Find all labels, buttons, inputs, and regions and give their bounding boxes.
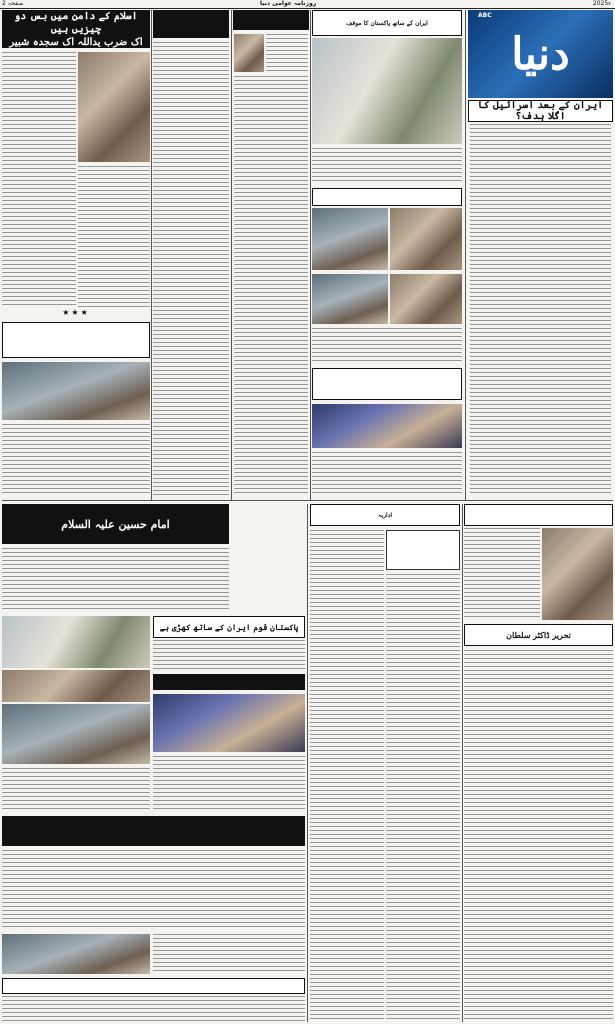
article-hussain-text <box>2 548 229 612</box>
headline-pakistan-iran: پاکستان قوم ایران کے ساتھ کھڑی ہے <box>153 616 305 638</box>
headline-col4-b <box>312 188 462 206</box>
column-rule-4 <box>465 10 466 500</box>
photo-ceremony <box>312 404 462 448</box>
article-islam-text-b <box>78 166 150 308</box>
column-rule-5 <box>307 504 308 1022</box>
headline-editorial: اداریہ <box>310 504 460 526</box>
headline-islam <box>2 10 150 48</box>
headline-col4-c <box>312 368 462 400</box>
page-number: صفحہ 2 <box>2 0 24 7</box>
photo-hospital-3 <box>2 704 150 764</box>
photo-gathering <box>153 694 305 752</box>
headline-iran-israel: ایران کے بعد اسرائیل کا اگلا ہدف؟ <box>468 100 613 122</box>
photo-doctor-sultan <box>542 528 613 620</box>
article-meeting-text <box>2 424 150 496</box>
photo-columnist <box>234 34 264 72</box>
article-col3-text <box>234 76 308 496</box>
photo-fuel-station <box>312 38 462 144</box>
headline-col2-top <box>153 10 229 38</box>
top-bar <box>0 0 615 9</box>
article-col4-b <box>312 328 462 364</box>
edition-name: روزنامہ عوامی دنیا <box>260 0 317 7</box>
photo-office-2 <box>390 208 462 270</box>
article-iran-israel-text <box>470 124 611 494</box>
article-col4-c <box>312 452 462 496</box>
photo-meeting <box>2 362 150 420</box>
masthead-logo <box>468 10 613 98</box>
editorial-byline <box>386 530 460 570</box>
headline-doctor-sultan: تحریر ڈاکٹر سلطان <box>464 624 613 646</box>
masthead-badge: ABC <box>478 12 492 19</box>
article-islam-text-a <box>2 52 76 308</box>
banner-imam-hussain: امام حسین علیہ السلام <box>2 504 229 544</box>
column-rule-2 <box>231 10 232 500</box>
headline-col3-top <box>233 10 309 30</box>
photo-group-lower <box>2 934 150 974</box>
photo-hospital-2 <box>2 670 150 702</box>
article-pakistan-iran-a <box>153 640 305 670</box>
divider-stars-1: ★★★ <box>62 308 90 317</box>
headline-bottom <box>2 978 305 994</box>
column-rule-3 <box>310 10 311 500</box>
photo-office-3 <box>312 274 388 324</box>
column-rule-6 <box>462 504 463 1022</box>
headline-islam-line1: اسلام کے دامن میں بس دو چیزیں ہیں <box>14 10 138 35</box>
column-header-text <box>266 34 308 72</box>
headline-lower-b <box>153 674 305 690</box>
article-col4-a <box>312 148 462 184</box>
headline-lower-right <box>464 504 613 526</box>
photo-office-1 <box>312 208 388 270</box>
editorial-text-b <box>386 574 460 1020</box>
column-rule-1 <box>151 10 152 500</box>
article-doctor-a <box>464 528 540 620</box>
masthead-title: دنیا <box>511 28 570 80</box>
photo-portrait-islam <box>78 52 150 162</box>
headline-meeting <box>2 322 150 358</box>
photo-office-4 <box>390 274 462 324</box>
headline-col4-text: ایران کے ساتھ پاکستان کا موقف <box>346 19 428 27</box>
banner-lower-wide <box>2 816 305 846</box>
photo-hospital-1 <box>2 616 150 668</box>
article-gathering-text <box>153 756 305 812</box>
article-col2-text <box>153 42 229 496</box>
article-hospital-text <box>2 768 150 812</box>
divider-mid <box>2 500 613 501</box>
headline-islam-line2: اک ضرب یداللہ اک سجدہ شبیر <box>9 36 143 48</box>
article-doctor-b <box>464 650 613 1020</box>
article-bottom-text <box>2 996 305 1022</box>
headline-col4-top <box>312 10 462 36</box>
article-lower-right-text <box>153 934 305 974</box>
article-lower-wide-text <box>2 850 305 930</box>
editorial-text-a <box>310 530 384 1020</box>
issue-date: 2025ء <box>592 0 611 7</box>
